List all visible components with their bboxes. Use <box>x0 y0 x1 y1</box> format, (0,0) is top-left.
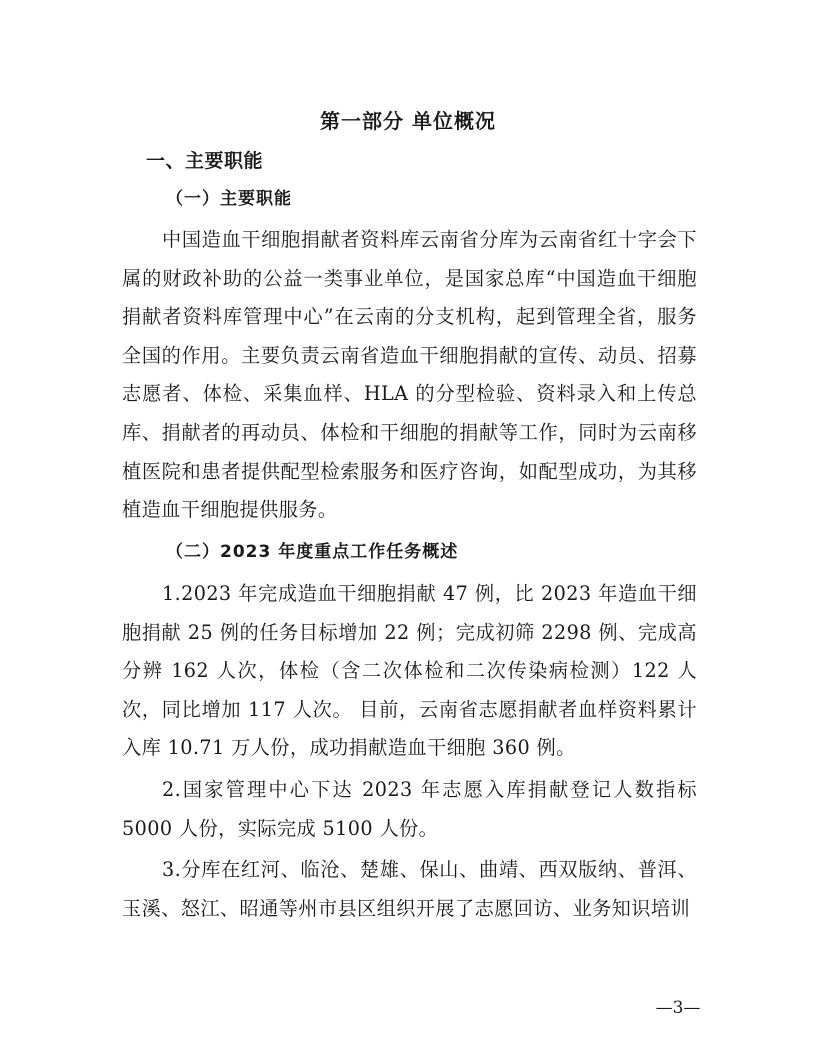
paragraph-task-1: 1.2023 年完成造血干细胞捐献 47 例，比 2023 年造血干细胞捐献 25 例的任务目标增加 22 例；完成初筛 2298 例、完成高分辨 162 人次，体检（含二次体检和二次传染病检测）122 人次，同比增加 117 人次。 目前，云南省志愿捐献者血样资料累计入库 10.71 万人份，成功捐献造血干细胞 360 例。 <box>122 582 697 760</box>
section-heading: 一、主要职能 <box>146 150 264 172</box>
paragraph-main-functions: 中国造血干细胞捐献者资料库云南省分库为云南省红十字会下属的财政补助的公益一类事业单位，是国家总库“中国造血干细胞捐献者资料库管理中心”在云南的分支机构，起到管理全省，服务全国的作用。主要负责云南省造血干细胞捐献的宣传、动员、招募志愿者、体检、采集血样、HLA 的分型检验、资料录入和上传总库、捐献者的再动员、体检和干细胞的捐献等工作，同时为云南移植医院和患者提供配型检索服务和医疗咨询，如配型成功，为其移植造血干细胞提供服务。 <box>122 228 697 522</box>
paragraph-task-2: 2.国家管理中心下达 2023 年志愿入库捐献登记人数指标 5000 人份，实际完成 5100 人份。 <box>122 778 697 840</box>
subsection-heading-2: （二）2023 年度重点工作任务概述 <box>166 542 459 562</box>
page-title: 第一部分 单位概况 <box>320 109 496 133</box>
paragraph-task-3: 3.分库在红河、临沧、楚雄、保山、曲靖、西双版纳、普洱、玉溪、怒江、昭通等州市县区组织开展了志愿回访、业务知识培训 <box>122 858 697 920</box>
page-number: —3— <box>655 998 701 1018</box>
subsection-heading-1: （一）主要职能 <box>166 189 292 209</box>
